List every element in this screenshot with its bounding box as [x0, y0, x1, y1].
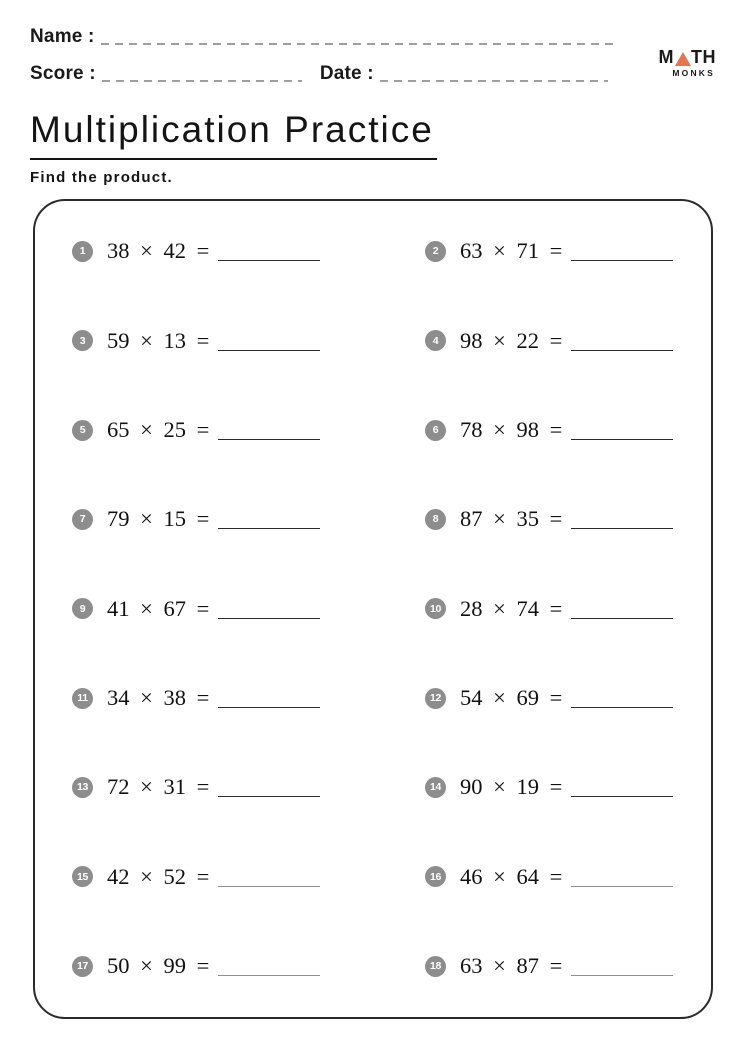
problem-expression: 72 × 31 = — [107, 774, 210, 800]
logo-wordmark — [659, 48, 717, 66]
answer-blank[interactable] — [218, 438, 320, 440]
logo-letter-m: M — [658, 47, 674, 67]
answer-blank[interactable] — [571, 349, 673, 351]
problem-number-badge: 18 — [425, 956, 446, 977]
answer-blank[interactable] — [571, 617, 673, 619]
problem-expression: 50 × 99 = — [107, 953, 210, 979]
problem-row — [425, 506, 711, 532]
logo-subtext: MONKS — [672, 68, 715, 78]
problem-number-badge: 14 — [425, 777, 446, 798]
problem-number-badge: 5 — [72, 420, 93, 441]
score-label: Score : — [30, 63, 96, 84]
score-blank-line[interactable] — [102, 80, 302, 82]
date-label: Date : — [319, 63, 374, 84]
problem-expression: 79 × 15 = — [107, 506, 210, 532]
problem-expression: 65 × 25 = — [107, 417, 210, 443]
problem-row — [72, 328, 425, 354]
problem-number-badge: 8 — [425, 509, 446, 530]
answer-blank[interactable] — [571, 259, 673, 261]
problem-row — [72, 774, 425, 800]
problem-expression: 54 × 69 = — [460, 685, 563, 711]
problem-row — [72, 417, 425, 443]
problem-expression: 42 × 52 = — [107, 863, 210, 889]
problem-number-badge: 1 — [72, 241, 93, 262]
logo-letters-th: TH — [691, 47, 716, 67]
problem-number-badge: 3 — [72, 330, 93, 351]
problem-row — [425, 685, 711, 711]
problem-row — [425, 774, 711, 800]
problem-expression: 63 × 87 = — [460, 953, 563, 979]
problem-number-badge: 11 — [72, 688, 93, 709]
answer-blank[interactable] — [571, 974, 673, 976]
problem-number-badge: 17 — [72, 956, 93, 977]
instruction-text: Find the product. — [30, 168, 173, 186]
problem-number-badge: 4 — [425, 330, 446, 351]
answer-blank[interactable] — [218, 885, 320, 887]
problem-row — [425, 328, 711, 354]
name-row — [30, 26, 712, 48]
problem-row — [425, 864, 711, 890]
answer-blank[interactable] — [571, 706, 673, 708]
problem-row — [72, 238, 425, 264]
problem-expression: 78 × 98 = — [460, 417, 563, 443]
problem-expression: 41 × 67 = — [107, 595, 210, 621]
problem-expression: 34 × 38 = — [107, 685, 210, 711]
math-monks-logo — [659, 48, 717, 78]
problem-number-badge: 12 — [425, 688, 446, 709]
problem-expression: 90 × 19 = — [460, 774, 563, 800]
answer-blank[interactable] — [218, 795, 320, 797]
problem-row — [425, 953, 711, 979]
problem-row — [72, 864, 425, 890]
problem-expression: 59 × 13 = — [107, 327, 210, 353]
problem-number-badge: 10 — [425, 598, 446, 619]
problem-expression: 98 × 22 = — [460, 327, 563, 353]
logo-triangle-icon — [675, 52, 691, 66]
answer-blank[interactable] — [218, 617, 320, 619]
answer-blank[interactable] — [218, 974, 320, 976]
date-blank-line[interactable] — [380, 80, 608, 82]
answer-blank[interactable] — [218, 527, 320, 529]
problem-number-badge: 15 — [72, 866, 93, 887]
problem-row — [72, 596, 425, 622]
problem-number-badge: 6 — [425, 420, 446, 441]
answer-blank[interactable] — [218, 706, 320, 708]
problem-row — [72, 506, 425, 532]
problem-number-badge: 2 — [425, 241, 446, 262]
problem-expression: 87 × 35 = — [460, 506, 563, 532]
problem-row — [72, 953, 425, 979]
page-title: Multiplication Practice — [30, 110, 437, 160]
name-blank-line[interactable] — [101, 43, 619, 45]
problem-number-badge: 13 — [72, 777, 93, 798]
name-label: Name : — [30, 26, 95, 47]
problem-row — [425, 417, 711, 443]
problem-number-badge: 7 — [72, 509, 93, 530]
problem-expression: 28 × 74 = — [460, 595, 563, 621]
problems-box — [33, 199, 713, 1019]
answer-blank[interactable] — [571, 885, 673, 887]
problem-number-badge: 9 — [72, 598, 93, 619]
answer-blank[interactable] — [218, 349, 320, 351]
problem-expression: 38 × 42 = — [107, 238, 210, 264]
problem-row — [425, 238, 711, 264]
answer-blank[interactable] — [571, 795, 673, 797]
answer-blank[interactable] — [218, 259, 320, 261]
problem-number-badge: 16 — [425, 866, 446, 887]
score-date-row — [30, 63, 712, 85]
answer-blank[interactable] — [571, 527, 673, 529]
problem-expression: 63 × 71 = — [460, 238, 563, 264]
answer-blank[interactable] — [571, 438, 673, 440]
problem-row — [425, 596, 711, 622]
problem-expression: 46 × 64 = — [460, 863, 563, 889]
problem-row — [72, 685, 425, 711]
